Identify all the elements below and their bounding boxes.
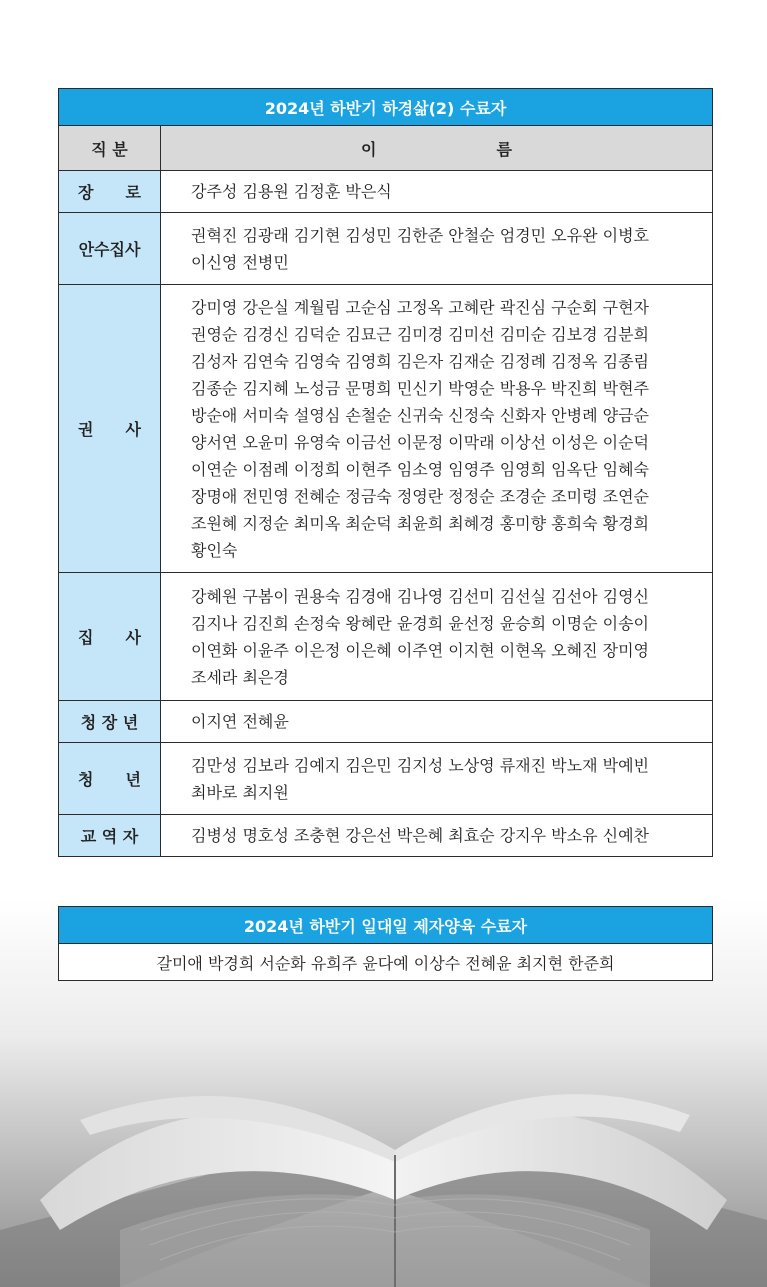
table-row xyxy=(59,815,713,857)
names-list: 이지연 전혜윤 xyxy=(161,701,713,743)
graduates-table-title: 2024년 하반기 하경삶(2) 수료자 xyxy=(59,89,713,126)
names-list: 강미영 강은실 계월림 고순심 고정옥 고혜란 곽진심 구순회 구현자 권영순 김경신 김덕순 김묘근 김미경 김미선 김미순 김보경 김분희 김성자 김연숙 김영숙 김영희 김은자 김재순 김정례 김정옥 김종림 김종순 김지혜 노성금 문명희 민신기 박영순 박용우 박진희 박현주 방순애 서미숙 설영심 손철순 신귀숙 신정숙 신화자 안병례 양금순 양서연 오윤미 유영숙 이금선 이문정 이막래 이상선 이성은 이순덕 이연순 이점례 이정희 이현주 임소영 임영주 임영희 임옥단 임혜숙 장명애 전민영 전혜순 정금숙 정영란 정정순 조경순 조미령 조연순 조원혜 지정순 최미옥 최순덕 최윤희 최혜경 홍미향 홍희숙 황경희 황인숙 xyxy=(161,285,713,573)
mentoring-graduates-table xyxy=(58,906,713,981)
table-row xyxy=(59,743,713,815)
names-list: 강주성 김용원 김정훈 박은식 xyxy=(161,171,713,213)
role-label: 안수집사 xyxy=(59,213,161,285)
role-label: 청 년 xyxy=(59,743,161,815)
role-label: 교 역 자 xyxy=(59,815,161,857)
table-row xyxy=(59,171,713,213)
column-header-name-right: 름 xyxy=(496,139,512,159)
column-header-name xyxy=(161,126,713,171)
graduates-table xyxy=(58,88,713,857)
table-row xyxy=(59,285,713,573)
names-list: 김만성 김보라 김예지 김은민 김지성 노상영 류재진 박노재 박예빈 최바로 최지원 xyxy=(161,743,713,815)
role-label: 권 사 xyxy=(59,285,161,573)
role-label: 장 로 xyxy=(59,171,161,213)
mentoring-names-list: 갈미애 박경희 서순화 유희주 윤다예 이상수 전혜윤 최지현 한준희 xyxy=(59,944,713,981)
role-label: 청 장 년 xyxy=(59,701,161,743)
role-label: 집 사 xyxy=(59,573,161,701)
table-row xyxy=(59,213,713,285)
names-list: 강혜원 구봄이 권용숙 김경애 김나영 김선미 김선실 김선아 김영신 김지나 김진희 손정숙 왕혜란 윤경희 윤선정 윤승희 이명순 이송이 이연화 이윤주 이은정 이은혜 이주연 이지현 이현옥 오혜진 장미영 조세라 최은경 xyxy=(161,573,713,701)
column-header-position: 직 분 xyxy=(59,126,161,171)
mentoring-table-title: 2024년 하반기 일대일 제자양육 수료자 xyxy=(59,907,713,944)
column-header-name-left: 이 xyxy=(361,139,377,159)
table-row xyxy=(59,573,713,701)
table-row xyxy=(59,701,713,743)
names-list: 권혁진 김광래 김기현 김성민 김한준 안철순 엄경민 오유완 이병호 이신영 전병민 xyxy=(161,213,713,285)
names-list: 김병성 명호성 조충현 강은선 박은혜 최효순 강지우 박소유 신예찬 xyxy=(161,815,713,857)
